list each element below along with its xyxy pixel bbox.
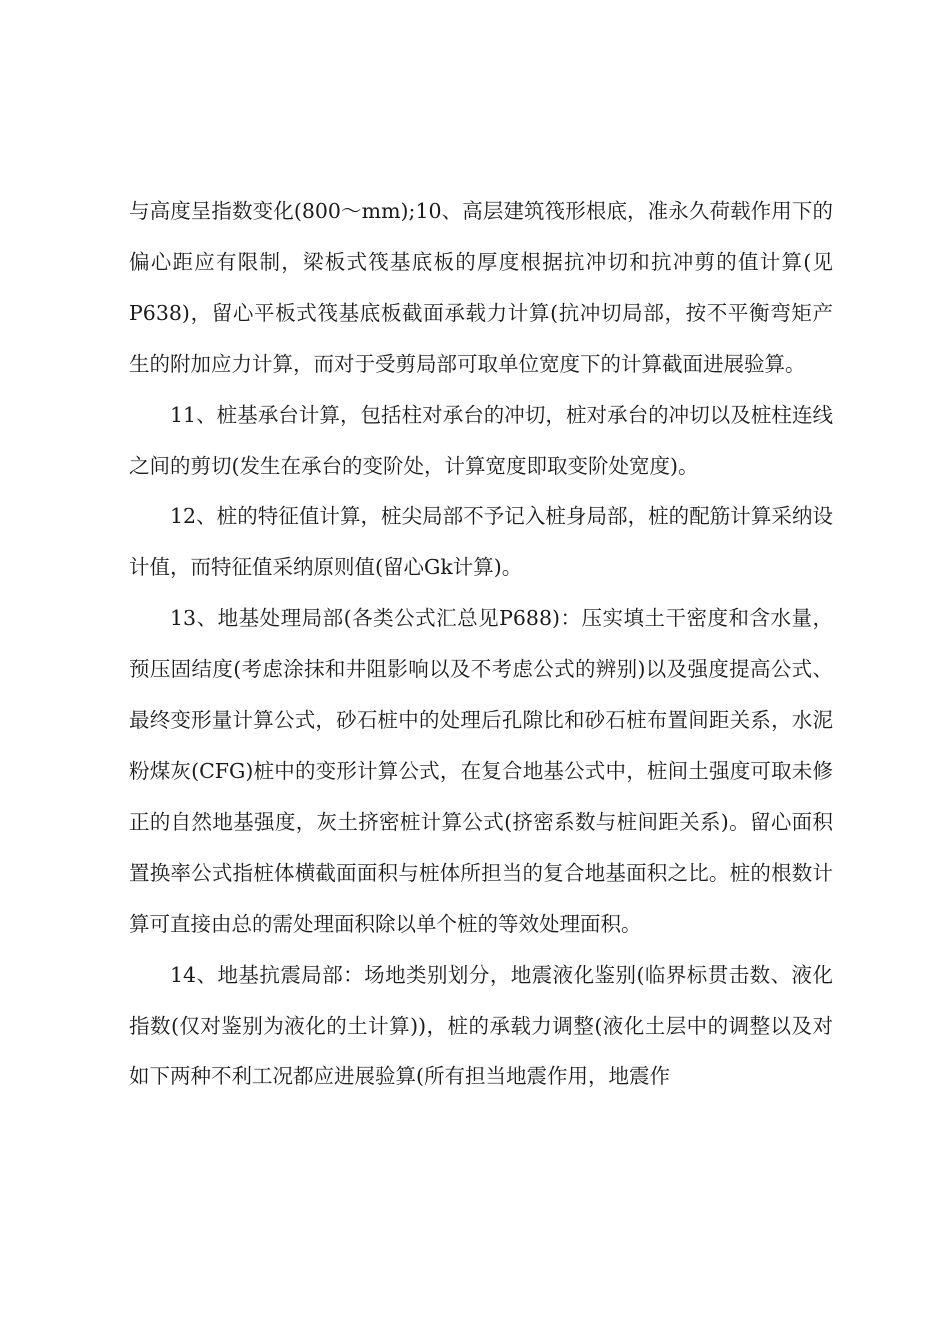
- paragraph-item-11: 11、桩基承台计算，包括柱对承台的冲切，桩对承台的冲切以及桩柱连线之间的剪切(发生在承台的变阶处，计算宽度即取变阶处宽度)。: [129, 402, 833, 478]
- paragraph-continued: 与高度呈指数变化(800～mm);10、高层建筑筏形根底，准永久荷载作用下的偏心距应有限制，梁板式筏基底板的厚度根据抗冲切和抗冲剪的值计算(见P638)，留心平板式筏基底板截面承载力计算(抗冲切局部，按不平衡弯矩产生的附加应力计算，而对于受剪局部可取单位宽度下的计算截面进展验算。: [129, 199, 833, 376]
- paragraph-item-13: 13、地基处理局部(各类公式汇总见P688)：压实填土干密度和含水量，预压固结度(考虑涂抹和井阻影响以及不考虑公式的辨别)以及强度提高公式、最终变形量计算公式，砂石桩中的处理后孔隙比和砂石桩布置间距关系，水泥粉煤灰(CFG)桩中的变形计算公式，在复合地基公式中，桩间土强度可取未修正的自然地基强度，灰土挤密桩计算公式(挤密系数与桩间距关系)。留心面积置换率公式指桩体横截面面积与桩体所担当的复合地基面积之比。桩的根数计算可直接由总的需处理面积除以单个桩的等效处理面积。: [129, 606, 833, 936]
- document-body: [129, 186, 833, 1102]
- paragraph-item-14: 14、地基抗震局部：场地类别划分，地震液化鉴别(临界标贯击数、液化指数(仅对鉴别为液化的土计算))，桩的承载力调整(液化土层中的调整以及对如下两种不利工况都应进展验算(所有担当地震作用，地震作: [129, 962, 833, 1089]
- paragraph-item-12: 12、桩的特征值计算，桩尖局部不予记入桩身局部，桩的配筋计算采纳设计值，而特征值采纳原则值(留心Gk计算)。: [129, 504, 833, 580]
